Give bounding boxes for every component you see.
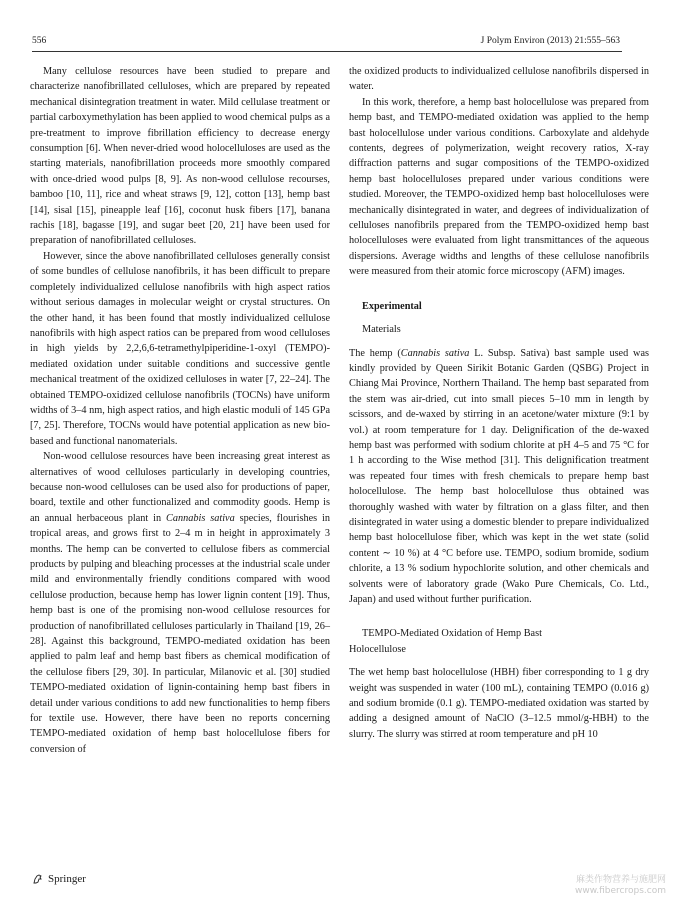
springer-horse-icon: [32, 873, 44, 885]
paragraph-this-work: In this work, therefore, a hemp bast holocellulose was prepared from hemp bast, and TEMPO-mediated oxidation was applied to the hemp bast holocellulose under various conditions. Carboxylate and aldehyde contents, degrees of polymerization, weight recovery ratios, X-ray diffraction patterns and sugar compositions of the TEMPO-oxidized hemp bast holocelluloses prepared under various conditions were studied. Moreover, the TEMPO-oxidized hemp bast holocelluloses were mechanically disintegrated in water, and degrees of individualization of celluloses nanofibrils prepared from the TEMPO-oxidized hemp bast holocelluloses were evaluated from light transmittances of the aqueous dispersions. Average widths and lengths of these cellulose nanofibrils were measured from their atomic force microscopy (AFM) images.: [349, 96, 649, 278]
section-heading-experimental: Experimental: [362, 300, 422, 312]
paragraph-text: species, flourishes in tropical areas, and grows first to 2–4 m in height in approximately 3 months. The hemp can be converted to cellulose fibers as commercial products by pulping and bleaching processes at the industrial scale under mild and environmentally friendly conditions compared with wood cellulose production, because hemp has lower lignin content [19]. Thus, hemp bast is one of the promising non-wood cellulose resources for production of nanofibrillated celluloses particularly in Thailand [19, 26–28]. Against this background, TEMPO-mediated oxidation has been applied to palm leaf and hemp bast fibers as chemical modification of the cellulose fibers [29, 30]. In particular, Milanovic et al. [30] studied TEMPO-mediated oxidation of lignin-containing hemp bast fibers in detail under various conditions to add new functionalities to hemp fibers for textile use. However, there have been no reports concerning TEMPO-mediated oxidation of hemp bast holocellulose fibers for conversion of: [30, 512, 330, 755]
left-column: [30, 64, 330, 757]
subsection-heading-materials: Materials: [362, 324, 401, 336]
paragraph-text: Non-wood cellulose resources have been increasing great interest as alternatives of wood celluloses particularly in developing countries, because non-wood celluloses can be used also for productions of paper, board, textile and other functionalized and commodity goods. Hemp is an annual herbaceous plant in: [30, 451, 330, 524]
right-column: [349, 64, 649, 742]
paragraph-tempo-oxidation: The wet hemp bast holocellulose (HBH) fiber corresponding to 1 g dry weight was suspended in water (100 mL), containing TEMPO (0.016 g) and sodium bromide (0.1 g). TEMPO-mediated oxidation was started by adding a designed amount of NaClO (3–12.5 mmol/g-HBH) to the slurry. The slurry was stirred at room temperature and pH 10: [349, 667, 649, 740]
page-number: 556: [32, 36, 47, 46]
paragraph-intro-resources: Many cellulose resources have been studied to prepare and characterize nanofibrillated celluloses, which are prepared by repeated mechanical disintegration treatment in water. Mild cellulase treatment or partial carboxymethylation has been applied to wood chemical pulps as a pre-treatment to improve fibrillation efficiency to decrease energy consumption [6]. When never-dried wood holocelluloses are used as the starting materials, nanofibrillation proceeds more smoothly compared with once-dried wood pulps [8, 9]. As non-wood cellulose recourses, bamboo [10, 11], rice and wheat straws [9, 12], cotton [13], hemp bast [14], sisal [15], pineapple leaf [16], coconut husk fibers [17], banana rachis [18], bagasse [19], and sugar beet [20, 21] have been used for preparation of nanofibrillated celluloses.: [30, 66, 331, 247]
paragraph-nonwood: [30, 449, 330, 757]
header-rule: [32, 51, 622, 52]
publisher-name: Springer: [48, 873, 86, 885]
heading-line: Holocellulose: [349, 643, 406, 655]
watermark-line: 麻类作物营养与施肥网: [575, 875, 666, 885]
subsection-heading-tempo: [349, 626, 649, 657]
watermark-url: www.fibercrops.com: [575, 886, 666, 896]
species-name: Cannabis sativa: [400, 347, 470, 359]
journal-citation: J Polym Environ (2013) 21:555–563: [480, 36, 620, 46]
paragraph-materials: [349, 346, 649, 608]
paragraph-text: L. Subsp. Sativa) bast sample used was kindly provided by Queen Sirikit Botanic Garden (QSBG) Project in Chiang Mai Province, Northern Thailand. The hemp bast separated from the stem was air-dried, cut into small pieces 5–10 mm in length by scissors, and de-waxed by stirring in an acetone/water mixture (9:1 by vol.) at room temperature for 1 day. Delignification of the de-waxed hemp bast was performed with sodium chlorite at pH 4–5 and 75 °C for 1 h according to the Wise method [31]. This delignification treatment was repeated four times with fresh chemicals to prepare hemp bast holocellulose. The hemp bast holocellulose thus obtained was thoroughly washed with water by filtration on a glass filter, and then disintegrated in water using a domestic blender to prepare individualized hemp bast holocellulose fiber, which was kept in the wet state (solid content ∼ 10 %) at 4 °C before use. TEMPO, sodium bromide, sodium chlorite, a 13 % sodium hypochlorite solution, and other chemicals and solvents were of laboratory grade (Wako Pure Chemicals, Co. Ltd., Japan) and used without further purification.: [349, 347, 649, 605]
watermark: [575, 875, 666, 897]
paragraph-continued: the oxidized products to individualized cellulose nanofibrils dispersed in water.: [349, 66, 649, 93]
paragraph-nanofibrils: However, since the above nanofibrillated celluloses generally consist of some bundles of cellulose nanofibrils, it has been difficult to prepare completely individualized cellulose nanofibrils with high aspect ratios without serious damages in molecular weight or crystal structures. On the other hand, it has been found that mostly individualized cellulose nanofibrils with high aspect ratios can be prepared from wood celluloses in high yields by 2,2,6,6-tetramethylpiperidine-1-oxyl (TEMPO)-mediated oxidation under suitable conditions and successive gentle mechanical treatment of the oxidized celluloses in water [7, 22–24]. The obtained TEMPO-oxidized cellulose nanofibrils (TOCNs) have uniform widths of 3–4 nm, high aspect ratios, and high elastic moduli of 145 GPa [7, 25]. Therefore, TOCNs would have potential application as new bio-based and functional nanomaterials.: [30, 250, 330, 447]
paragraph-text: The hemp (: [349, 347, 401, 359]
species-name: Cannabis sativa: [166, 512, 235, 524]
heading-line: TEMPO-Mediated Oxidation of Hemp Bast: [362, 628, 542, 640]
footer: [32, 873, 86, 885]
